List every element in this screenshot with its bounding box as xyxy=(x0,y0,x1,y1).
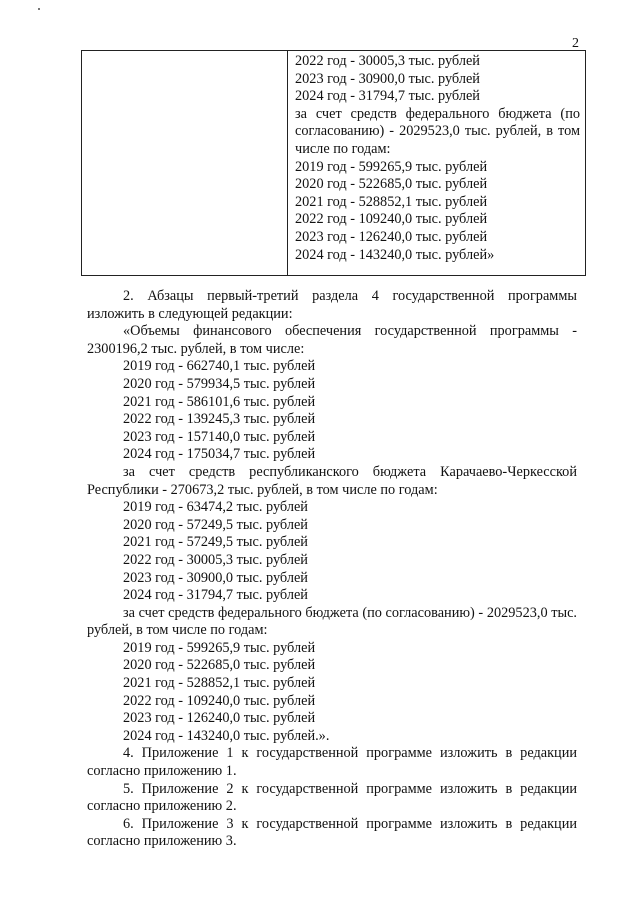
table-line: 2021 год - 528852,1 тыс. рублей xyxy=(295,193,488,210)
republic-year-line: 2023 год - 30900,0 тыс. рублей xyxy=(123,569,308,586)
total-year-line: 2023 год - 157140,0 тыс. рублей xyxy=(123,428,316,445)
table-line: 2019 год - 599265,9 тыс. рублей xyxy=(295,158,488,175)
table-line: 2024 год - 143240,0 тыс. рублей» xyxy=(295,246,495,263)
republic-budget-paragraph: за счет средств республиканского бюджета Карачаево-Черкесской Республики - 270673,2 тыс. рублей, в том числе по годам: xyxy=(87,463,577,498)
item-6-paragraph: 6. Приложение 3 к государственной программе изложить в редакции согласно приложению 3. xyxy=(87,815,577,850)
federal-year-line: 2023 год - 126240,0 тыс. рублей xyxy=(123,710,316,727)
quote-intro-paragraph: «Объемы финансового обеспечения государственной программы - 2300196,2 тыс. рублей, в том числе: xyxy=(87,323,577,357)
table-column-divider xyxy=(287,51,288,275)
total-year-line: 2020 год - 579934,5 тыс. рублей xyxy=(123,375,316,392)
table-right-cell xyxy=(295,53,580,264)
table-line: 2020 год - 522685,0 тыс. рублей xyxy=(295,176,488,193)
table-line: 2022 год - 30005,3 тыс. рублей xyxy=(295,53,480,69)
republic-year-line: 2022 год - 30005,3 тыс. рублей xyxy=(123,551,308,568)
table-line: 2024 год - 31794,7 тыс. рублей xyxy=(295,88,480,105)
federal-year-line: 2021 год - 528852,1 тыс. рублей xyxy=(123,675,316,692)
item-4-paragraph: 4. Приложение 1 к государственной программе изложить в редакции согласно приложению 1. xyxy=(87,745,577,780)
table-line: 2023 год - 30900,0 тыс. рублей xyxy=(295,70,480,87)
federal-budget-paragraph: за счет средств федерального бюджета (по согласованию) - 2029523,0 тыс. рублей, в том числе по годам: xyxy=(87,604,577,639)
continuation-table xyxy=(81,50,586,276)
federal-year-line: 2019 год - 599265,9 тыс. рублей xyxy=(123,639,316,656)
table-line: 2022 год - 109240,0 тыс. рублей xyxy=(295,211,488,228)
total-year-line: 2021 год - 586101,6 тыс. рублей xyxy=(123,393,316,410)
item-2-paragraph: 2. Абзацы первый-третий раздела 4 государственной программы изложить в следующей редакции: xyxy=(87,288,577,322)
total-year-line: 2019 год - 662740,1 тыс. рублей xyxy=(123,358,316,375)
scan-speck xyxy=(38,8,40,10)
table-federal-note: за счет средств федерального бюджета (по согласованию) - 2029523,0 тыс. рублей, в том числе по годам: xyxy=(295,105,580,157)
republic-year-line: 2020 год - 57249,5 тыс. рублей xyxy=(123,516,308,533)
federal-year-line: 2022 год - 109240,0 тыс. рублей xyxy=(123,692,316,709)
republic-year-line: 2019 год - 63474,2 тыс. рублей xyxy=(123,499,308,516)
document-body xyxy=(87,288,577,851)
republic-year-line: 2021 год - 57249,5 тыс. рублей xyxy=(123,534,308,551)
total-year-line: 2022 год - 139245,3 тыс. рублей xyxy=(123,411,316,428)
item-5-paragraph: 5. Приложение 2 к государственной программе изложить в редакции согласно приложению 2. xyxy=(87,780,577,815)
page-number: 2 xyxy=(572,36,579,51)
republic-year-line: 2024 год - 31794,7 тыс. рублей xyxy=(123,587,308,604)
table-line: 2023 год - 126240,0 тыс. рублей xyxy=(295,228,488,245)
federal-year-line: 2024 год - 143240,0 тыс. рублей.». xyxy=(123,727,330,744)
federal-year-line: 2020 год - 522685,0 тыс. рублей xyxy=(123,657,316,674)
total-year-line: 2024 год - 175034,7 тыс. рублей xyxy=(123,446,316,463)
